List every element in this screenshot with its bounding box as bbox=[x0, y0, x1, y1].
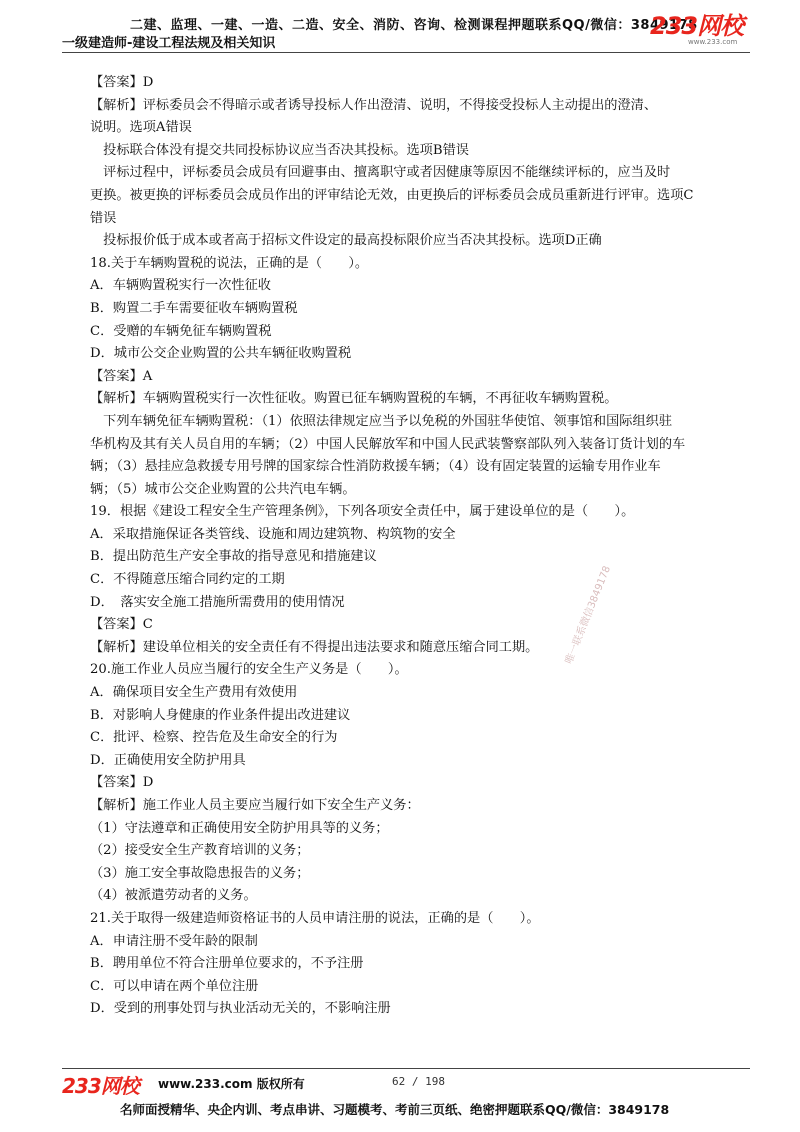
document-line: A．确保项目安全生产费用有效使用 bbox=[90, 685, 298, 701]
document-line: A．车辆购置税实行一次性征收 bbox=[90, 278, 271, 294]
brand-logo bbox=[650, 14, 750, 52]
document-line: 下列车辆免征车辆购置税：（1）依照法律规定应当予以免税的外国驻华使馆、领事馆和国际组织驻 bbox=[90, 413, 673, 429]
document-line: C．受赠的车辆免征车辆购置税 bbox=[90, 323, 272, 339]
document-line: 18.关于车辆购置税的说法，正确的是（ ）。 bbox=[90, 255, 369, 271]
document-line: 20.施工作业人员应当履行的安全生产义务是（ ）。 bbox=[90, 662, 408, 678]
document-line: 【解析】车辆购置税实行一次性征收。购置已征车辆购置税的车辆，不再征收车辆购置税。 bbox=[90, 391, 618, 407]
document-line: 辆；（3）悬挂应急救援专用号牌的国家综合性消防救援车辆；（4）设有固定装置的运输专用作业车 bbox=[90, 459, 661, 475]
page-number: 62 / 198 bbox=[392, 1075, 445, 1088]
document-line: （4）被派遣劳动者的义务。 bbox=[90, 888, 257, 904]
document-line: B．聘用单位不符合注册单位要求的，不予注册 bbox=[90, 956, 364, 972]
document-line: B．购置二手车需要征收车辆购置税 bbox=[90, 300, 298, 316]
document-line: C．可以申请在两个单位注册 bbox=[90, 978, 259, 994]
document-line: D．城市公交企业购置的公共车辆征收购置税 bbox=[90, 346, 352, 362]
document-line: 19．根据《建设工程安全生产管理条例》，下列各项安全责任中，属于建设单位的是（ ）。 bbox=[90, 504, 635, 520]
document-line: （2）接受安全生产教育培训的义务； bbox=[90, 843, 310, 859]
document-line: 【答案】D bbox=[90, 75, 154, 90]
document-line: 21.关于取得一级建造师资格证书的人员申请注册的说法，正确的是（ ）。 bbox=[90, 910, 540, 926]
document-body bbox=[90, 72, 740, 1021]
footer-site: www.233.com 版权所有 bbox=[158, 1077, 305, 1091]
document-line: 更换。被更换的评标委员会成员作出的评审结论无效，由更换后的评标委员会成员重新进行评审。选项C bbox=[90, 187, 694, 203]
document-line: D．受到的刑事处罚与执业活动无关的，不影响注册 bbox=[90, 1001, 391, 1017]
document-line: 【解析】建设单位相关的安全责任有不得提出违法要求和随意压缩合同工期。 bbox=[90, 639, 539, 655]
document-line: 【答案】D bbox=[90, 775, 154, 791]
document-line: 华机构及其有关人员自用的车辆；（2）中国人民解放军和中国人民武装警察部队列入装备订货计划的车 bbox=[90, 436, 686, 452]
header-divider bbox=[62, 52, 750, 53]
document-line: C．批评、检察、控告危及生命安全的行为 bbox=[90, 730, 338, 746]
header-subject: 一级建造师-建设工程法规及相关知识 bbox=[62, 36, 276, 51]
footer-logo: 233网校 bbox=[62, 1074, 139, 1098]
document-line: 投标联合体没有提交共同投标协议应当否决其投标。选项B错误 bbox=[90, 142, 469, 158]
watermark: 唯一联系微信3849178 bbox=[563, 564, 614, 666]
document-line: D． 落实安全施工措施所需费用的使用情况 bbox=[90, 594, 345, 610]
document-line: 【解析】施工作业人员主要应当履行如下安全生产义务： bbox=[90, 798, 420, 813]
document-line: （3）施工安全事故隐患报告的义务； bbox=[90, 865, 310, 881]
footer-divider bbox=[62, 1068, 750, 1069]
document-line: （1）守法遵章和正确使用安全防护用具等的义务； bbox=[90, 820, 389, 836]
logo-url: www.233.com bbox=[688, 38, 738, 46]
document-line: 投标报价低于成本或者高于招标文件设定的最高投标限价应当否决其投标。选项D正确 bbox=[90, 233, 602, 249]
header-promo-line: 二建、监理、一建、一造、二造、安全、消防、咨询、检测课程押题联系QQ/微信：3849178 bbox=[130, 18, 698, 33]
document-line: A．申请注册不受年龄的限制 bbox=[90, 933, 258, 949]
document-line: 评标过程中，评标委员会成员有回避事由、擅离职守或者因健康等原因不能继续评标的，应当及时 bbox=[90, 165, 671, 181]
document-line: 说明。选项A错误 bbox=[90, 120, 192, 136]
document-line: C．不得随意压缩合同约定的工期 bbox=[90, 572, 285, 588]
document-line: A．采取措施保证各类管线、设施和周边建筑物、构筑物的安全 bbox=[90, 526, 456, 542]
document-line: D．正确使用安全防护用具 bbox=[90, 752, 246, 768]
document-line: 错误 bbox=[90, 210, 117, 226]
document-line: B．对影响人身健康的作业条件提出改进建议 bbox=[90, 707, 351, 723]
document-line: B．提出防范生产安全事故的指导意见和措施建议 bbox=[90, 549, 377, 565]
logo-text: 233网校 bbox=[650, 12, 744, 40]
document-line: 【答案】C bbox=[90, 617, 153, 633]
document-line: 【答案】A bbox=[90, 368, 153, 384]
footer-promo: 名师面授精华、央企内训、考点串讲、习题模考、考前三页纸、绝密押题联系QQ/微信：3849178 bbox=[120, 1102, 670, 1117]
document-line: 【解析】评标委员会不得暗示或者诱导投标人作出澄清、说明，不得接受投标人主动提出的澄清、 bbox=[90, 97, 658, 113]
document-line: 辆；（5）城市公交企业购置的公共汽电车辆。 bbox=[90, 481, 356, 497]
